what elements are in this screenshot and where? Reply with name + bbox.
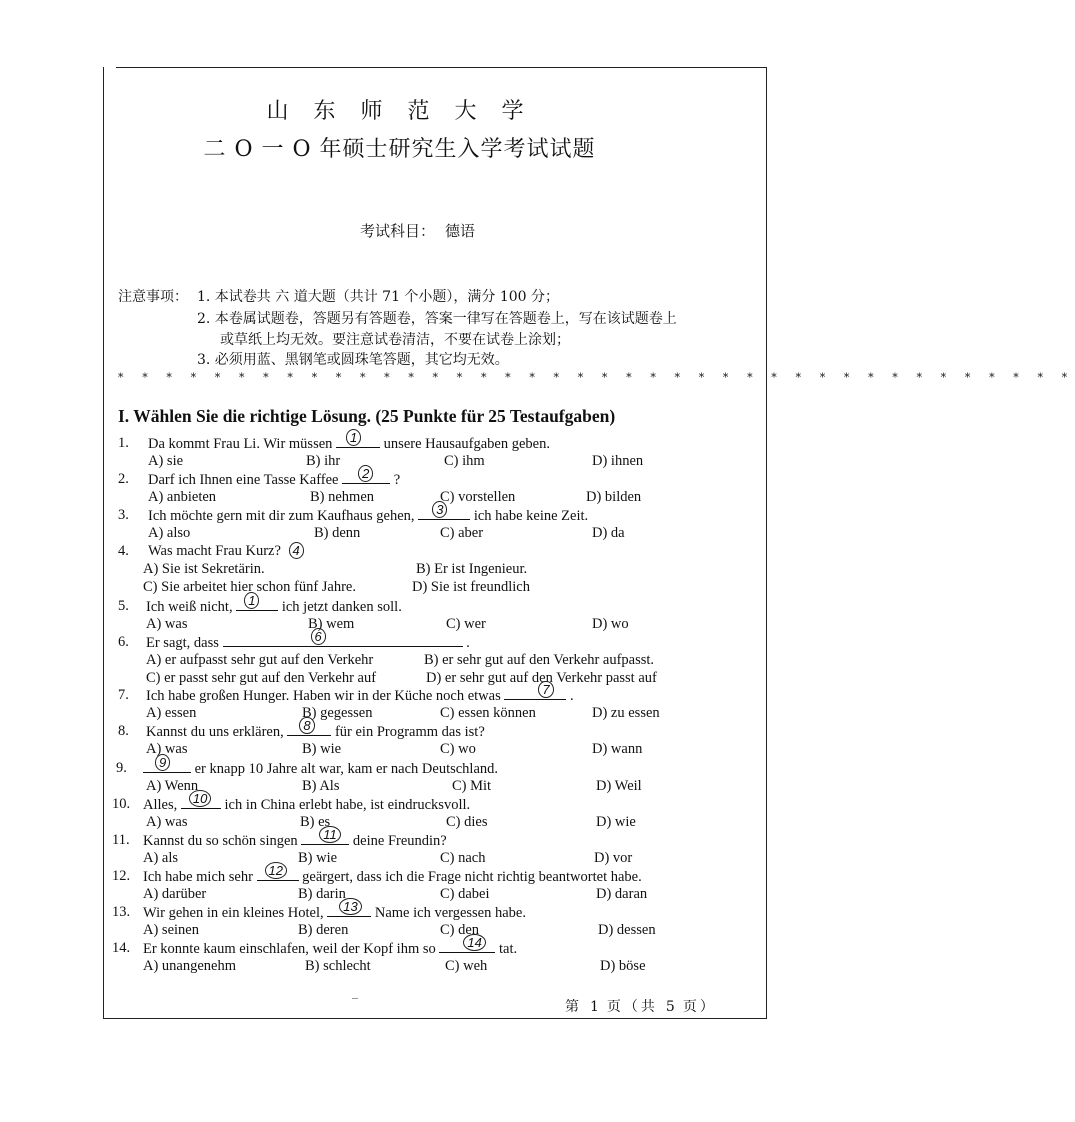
answer-blank [301,827,349,845]
question-stem: Kannst du so schön singen [143,833,298,849]
answer-option: B) er sehr gut auf den Verkehr aufpasst. [424,652,655,668]
question-text [143,863,642,886]
question-text [143,755,499,778]
question-stem-end: ich in China erlebt habe, ist eindrucksvoll. [224,797,471,813]
answer-option: D) zu essen [592,705,660,721]
handwritten-circled-number: 13 [339,898,361,915]
question-stem: Wir gehen in ein kleines Hotel, [143,905,324,921]
answer-option: D) wie [596,814,636,830]
question-number: 9. [116,760,127,776]
answer-blank [143,755,191,773]
question-stem-end: ? [393,472,401,488]
question-stem-end: geärgert, dass ich die Frage nicht richtig beantwortet habe. [302,869,642,885]
question-number: 10. [112,796,131,812]
question-stem: Ich möchte gern mit dir zum Kaufhaus gehen, [148,508,415,524]
question-stem-end: . [466,635,470,651]
question-text [143,935,518,958]
question-number: 3. [118,507,129,523]
footer-post: 页） [682,999,717,1015]
answer-option: B) es [300,814,331,830]
question-stem-end: . [569,688,574,704]
answer-blank [236,593,278,611]
handwritten-circled-number: 7 [538,681,553,698]
answer-blank [418,502,470,520]
question-number: 5. [118,598,129,614]
answer-option: B) wie [298,850,338,866]
answer-option: C) ihm [444,453,485,469]
answer-option: C) weh [445,958,488,974]
question-stem-end: unsere Hausaufgaben geben. [383,436,550,452]
answer-blank [327,899,371,917]
answer-blank [223,629,463,647]
question-stem: Was macht Frau Kurz? [148,543,281,559]
answer-blank [287,718,331,736]
question-number: 6. [118,634,129,650]
footer-pre: 第 [565,999,582,1015]
question-stem-end: ich jetzt danken soll. [281,599,402,615]
answer-blank [342,466,390,484]
exam-subject [360,220,475,241]
answer-option: A) sie [148,453,184,469]
question-text [143,791,471,814]
answer-option: A) was [146,741,188,757]
question-text [146,682,574,705]
question-text [148,430,550,453]
answer-blank [504,682,566,700]
question-number: 12. [112,868,131,884]
notes-label: 注意事项： [118,289,188,305]
answer-blank [336,430,380,448]
footer-mid: 页（共 [606,999,658,1015]
answer-option: C) er passt sehr gut auf den Verkehr auf [146,670,377,686]
answer-option: C) vorstellen [440,489,516,505]
question-text [146,629,470,652]
question-stem: Darf ich Ihnen eine Tasse Kaffee [148,472,339,488]
question-number: 8. [118,723,129,739]
notes-item-2: 2. 本卷属试题卷，答题另有答题卷，答案一律写在答题卷上，写在该试题卷上 [197,311,677,327]
handwritten-circled-number: 4 [289,542,304,559]
page-footer [565,996,717,1016]
handwritten-circled-number: 1 [244,592,259,609]
answer-option: A) darüber [143,886,207,902]
answer-option: A) unangenehm [143,958,237,974]
star-divider: * * * * * * * * * * * * * * * * * * * * * * * * * * * * * * * * * * * * * * * * [118,371,1075,384]
question-text [143,899,526,922]
answer-option: C) essen können [440,705,536,721]
answer-option: D) Weil [596,778,642,794]
answer-option: A) seinen [143,922,199,938]
question-number: 4. [118,543,129,559]
question-stem: Er konnte kaum einschlafen, weil der Kopf ihm so [143,941,436,957]
exam-title: 二 O 一 O 年硕士研究生入学考试试题 [203,137,596,162]
answer-blank [181,791,221,809]
scan-mark [352,998,358,999]
answer-option: B) denn [314,525,361,541]
answer-option: B) gegessen [302,705,373,721]
answer-option: D) Sie ist freundlich [412,579,530,595]
question-stem-end: tat. [499,941,518,957]
footer-total: 5 [665,999,675,1015]
question-stem: Kannst du uns erklären, [146,724,284,740]
answer-option: D) wann [592,741,643,757]
answer-option: B) wie [302,741,342,757]
subject-label: 考试科目： [360,222,436,240]
answer-option: C) dies [446,814,488,830]
handwritten-circled-number: 8 [299,717,314,734]
question-stem: Ich weiß nicht, [146,599,233,615]
notes-item-1: 1. 本试卷共 六 道大题（共计 71 个小题），满分 100 分； [197,289,560,305]
question-number: 11. [112,832,130,848]
question-stem: Alles, [143,797,178,813]
answer-option: A) was [146,814,188,830]
question-number: 2. [118,471,129,487]
answer-option: C) wo [440,741,476,757]
answer-option: B) ihr [306,453,341,469]
answer-option: B) Als [302,778,340,794]
answer-option: C) Sie arbeitet hier schon fünf Jahre. [143,579,356,595]
answer-option: C) wer [446,616,486,632]
answer-option: B) Er ist Ingenieur. [416,561,528,577]
handwritten-circled-number: 3 [432,501,447,518]
answer-blank [439,935,495,953]
answer-option: D) bilden [586,489,642,505]
question-text [148,502,589,525]
question-stem-end: ich habe keine Zeit. [473,508,589,524]
question-stem-end: für ein Programm das ist? [334,724,485,740]
answer-option: A) als [143,850,179,866]
question-stem-end: deine Freundin? [352,833,447,849]
answer-option: B) deren [298,922,349,938]
answer-option: C) dabei [440,886,490,902]
handwritten-circled-number: 2 [358,465,373,482]
question-stem: Da kommt Frau Li. Wir müssen [148,436,333,452]
answer-option: D) er sehr gut auf den Verkehr passt auf [426,670,657,686]
question-text [143,827,447,850]
answer-option: A) essen [146,705,197,721]
handwritten-circled-number: 14 [463,934,485,951]
question-number: 7. [118,687,129,703]
question-number: 1. [118,435,129,451]
handwritten-circled-number: 1 [346,429,361,446]
answer-option: B) schlecht [305,958,371,974]
answer-option: D) daran [596,886,648,902]
handwritten-circled-number: 6 [311,628,326,645]
question-text [146,718,485,741]
answer-option: C) Mit [452,778,492,794]
answer-blank [257,863,299,881]
question-text [148,466,401,489]
notes-item-2-cont: 或草纸上均无效。要注意试卷清洁，不要在试卷上涂划； [220,332,570,348]
answer-option: B) wem [308,616,355,632]
section-title: I. Wählen Sie die richtige Lösung. (25 Punkte für 25 Testaufgaben) [118,406,616,426]
question-number: 14. [112,940,131,956]
question-stem-end: er knapp 10 Jahre alt war, kam er nach Deutschland. [194,761,499,777]
answer-option: A) was [146,616,188,632]
answer-option: D) wo [592,616,629,632]
answer-option: C) nach [440,850,486,866]
answer-option: D) da [592,525,625,541]
answer-option: A) Wenn [146,778,199,794]
answer-option: D) böse [600,958,646,974]
answer-option: D) ihnen [592,453,644,469]
answer-option: A) er aufpasst sehr gut auf den Verkehr [146,652,374,668]
answer-option: B) darin [298,886,346,902]
question-text [148,543,304,560]
answer-option: D) dessen [598,922,656,938]
handwritten-circled-number: 12 [265,862,287,879]
handwritten-circled-number: 10 [189,790,211,807]
answer-option: A) also [148,525,191,541]
question-stem: Er sagt, dass [146,635,219,651]
answer-option: A) anbieten [148,489,217,505]
answer-option: B) nehmen [310,489,375,505]
answer-option: A) Sie ist Sekretärin. [143,561,265,577]
university-name: 山 东 师 范 大 学 [266,99,533,124]
question-stem: Ich habe mich sehr [143,869,253,885]
question-number: 13. [112,904,131,920]
answer-option: C) den [440,922,480,938]
handwritten-circled-number: 9 [155,754,170,771]
footer-page: 1 [590,999,599,1015]
question-stem: Ich habe großen Hunger. Haben wir in der Küche noch etwas [146,688,501,704]
subject-value: 德语 [445,222,476,240]
notes-item-3: 3. 必须用蓝、黑钢笔或圆珠笔答题，其它均无效。 [197,352,509,368]
answer-option: C) aber [440,525,484,541]
question-stem-end: Name ich vergessen habe. [374,905,526,921]
question-text [146,593,402,616]
handwritten-circled-number: 11 [319,826,341,843]
answer-option: D) vor [594,850,633,866]
